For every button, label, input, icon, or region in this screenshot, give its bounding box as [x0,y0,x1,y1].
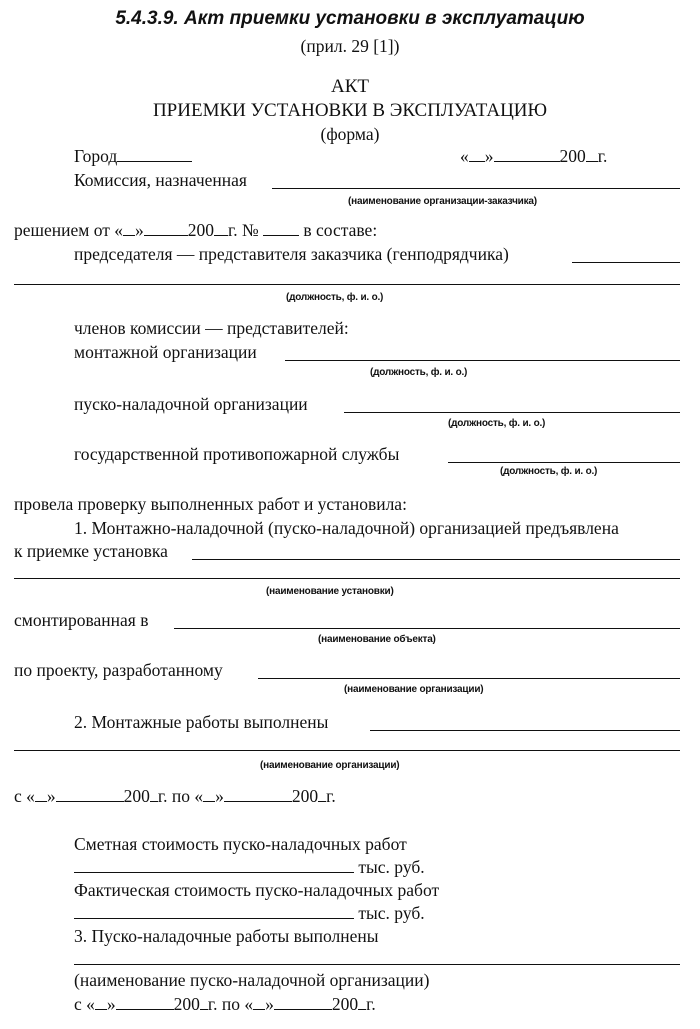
actual-cost-field [74,903,425,924]
chairman-input-1[interactable] [572,262,680,263]
period1-from: с « [14,786,35,806]
date-month-input[interactable] [494,147,560,162]
city-field [74,146,192,167]
item2-label: 2. Монтажные работы выполнены [74,712,329,732]
actual-cost-unit: тыс. руб. [358,903,425,923]
object-caption: (наименование объекта) [318,634,436,645]
estimated-cost-unit: тыс. руб. [358,857,425,877]
period1-year: 200 [123,786,150,806]
installation-caption: (наименование установки) [266,586,394,597]
decision-quote: » [135,220,144,240]
decision-year-input[interactable] [214,221,228,236]
period2-to: г. по « [207,994,254,1014]
chairman-input-2[interactable] [14,284,680,285]
period1-day-to-input[interactable] [203,787,215,802]
city-label: Город [74,146,118,166]
period2-day-from-input[interactable] [95,995,107,1010]
project-caption: (наименование организации) [344,684,484,695]
actual-cost-label: Фактическая стоимость пуско-наладочных работ [74,880,440,900]
item2-org-input-2[interactable] [14,750,680,751]
period1-quote-2: » [215,786,224,806]
section-title: 5.4.3.9. Акт приемки установки в эксплуатацию [115,8,585,29]
period2-day-to-input[interactable] [253,995,265,1010]
period2-quote-2: » [265,994,274,1014]
date-open-quote: « [460,146,469,166]
decision-line [14,220,377,241]
period2-year-from-input[interactable] [200,995,208,1010]
estimated-cost-field [74,857,425,878]
period1-month-to-input[interactable] [224,787,292,802]
date-close-quote: » [484,146,494,166]
period1-year-from-input[interactable] [150,787,158,802]
member-fire-service-input[interactable] [448,462,680,463]
period1-line [14,786,336,807]
members-heading: членов комиссии — представителей: [74,318,349,338]
period2-line [74,994,376,1015]
project-label: по проекту, разработанному [14,660,223,680]
decision-day-input[interactable] [123,221,135,236]
item3-caption: (наименование пуско-наладочной организации) [74,970,430,990]
date-year-input[interactable] [586,147,598,162]
decision-number-input[interactable] [263,221,299,236]
installation-input-2[interactable] [14,578,680,579]
period1-year-2: 200 [291,786,319,806]
chairman-label: председателя — представителя заказчика (генподрядчика) [74,244,509,264]
member-fire-service-label: государственной противопожарной службы [74,444,400,464]
decision-month-input[interactable] [144,221,188,236]
period2-from: с « [74,994,95,1014]
commission-org-input[interactable] [272,188,680,189]
period2-month-to-input[interactable] [274,995,332,1010]
period2-quote: » [106,994,116,1014]
period2-month-from-input[interactable] [116,995,174,1010]
form-title-line1: АКТ [331,76,369,97]
city-input[interactable] [117,147,192,162]
item2-org-input-1[interactable] [370,730,680,731]
period1-to: г. по « [157,786,204,806]
estimated-cost-label: Сметная стоимость пуско-наладочных работ [74,834,407,854]
period1-quote: » [46,786,56,806]
period2-end: г. [366,994,376,1014]
member-installation-input[interactable] [285,360,680,361]
member-commissioning-caption: (должность, ф. и. о.) [448,418,546,429]
date-day-input[interactable] [469,147,485,162]
decision-suffix: в составе: [303,220,378,240]
member-commissioning-input[interactable] [344,412,680,413]
item1-line2: к приемке установка [14,541,168,561]
date-year-suffix: г. [597,146,608,166]
decision-year: 200 [187,220,214,240]
member-fire-service-caption: (должность, ф. и. о.) [500,466,598,477]
object-input[interactable] [174,628,680,629]
period1-day-from-input[interactable] [35,787,47,802]
period1-year-to-input[interactable] [318,787,326,802]
item3-org-input[interactable] [74,964,680,965]
commission-caption: (наименование организации-заказчика) [348,196,537,207]
period1-month-from-input[interactable] [56,787,124,802]
findings-intro: провела проверку выполненных работ и установила: [14,494,407,514]
member-installation-caption: (должность, ф. и. о.) [370,367,468,378]
period2-year: 200 [173,994,200,1014]
mounted-label: смонтированная в [14,610,149,630]
period1-end: г. [326,786,336,806]
form-title-line2: ПРИЕМКИ УСТАНОВКИ В ЭКСПЛУАТАЦИЮ [152,100,548,121]
date-year-prefix: 200 [559,146,586,166]
period2-year-2: 200 [331,994,359,1014]
period2-year-to-input[interactable] [358,995,366,1010]
form-subtitle: (форма) [320,124,380,144]
project-org-input[interactable] [258,678,680,679]
decision-number-label: г. № [228,220,259,240]
decision-prefix: решением от « [14,220,123,240]
item1-line1: 1. Монтажно-наладочной (пуско-наладочной) организацией предъявлена [74,518,619,538]
member-commissioning-label: пуско-наладочной организации [74,394,308,414]
reference-note: (прил. 29 [1]) [300,36,400,56]
estimated-cost-input[interactable] [74,858,354,873]
actual-cost-input[interactable] [74,904,354,919]
member-installation-label: монтажной организации [74,342,257,362]
item2-caption: (наименование организации) [260,760,400,771]
commission-label: Комиссия, назначенная [74,170,247,190]
item3-label: 3. Пуско-наладочные работы выполнены [74,926,379,946]
chairman-caption: (должность, ф. и. о.) [286,292,384,303]
installation-input-1[interactable] [192,559,680,560]
date-field [460,146,607,167]
